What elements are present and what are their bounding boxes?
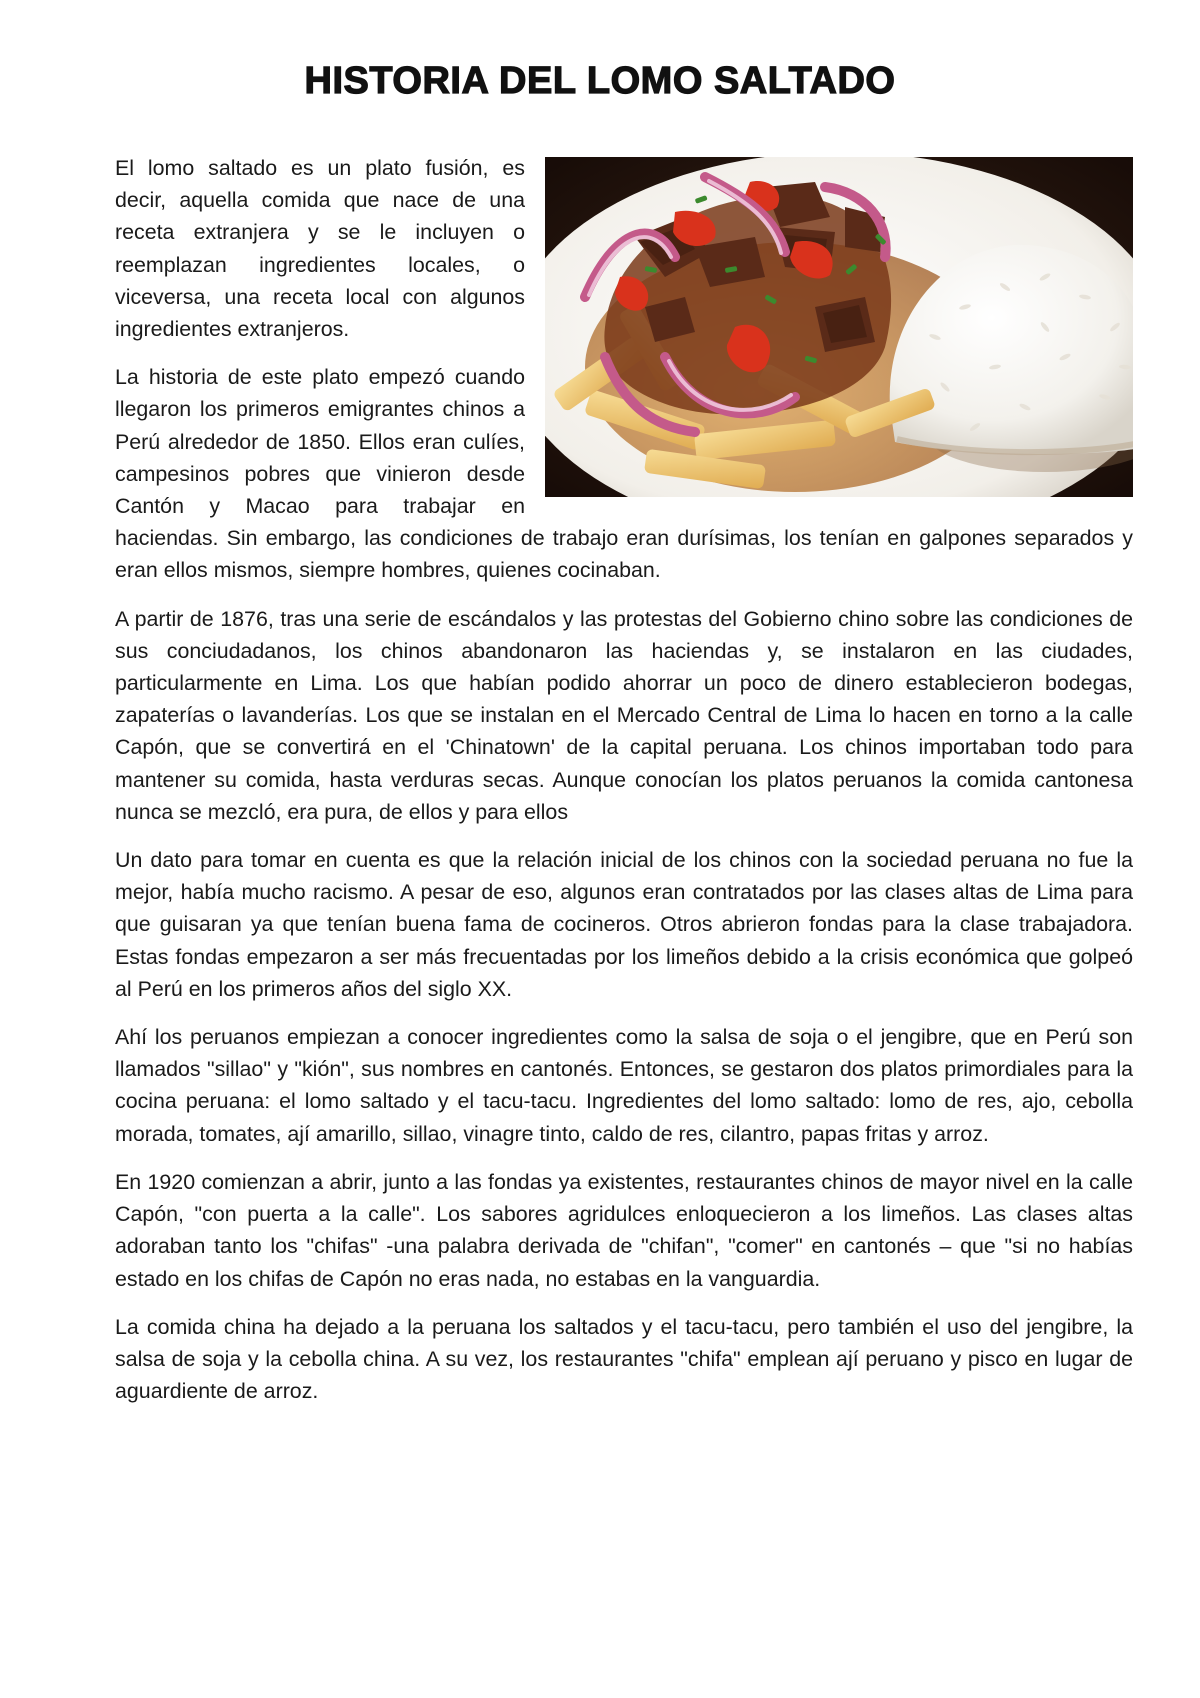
paragraph-3: A partir de 1876, tras una serie de escándalos y las protestas del Gobierno chino sobre las condiciones de sus conciudadanos, los chinos abandonaron las haciendas y, se instalaron en las ciudades, particularmente en Lima. Los que habían podido ahorrar un poco de dinero establecieron bodegas, zapaterías o lavanderías. Los que se instalan en el Mercado Central de Lima lo hacen en torno a la calle Capón, que se convertirá en el 'Chinatown' de la capital peruana. Los chinos importaban todo para mantener su comida, hasta verduras secas. Aunque conocían los platos peruanos la comida cantonesa nunca se mezcló, era pura, de ellos y para ellos [115,606,1133,824]
document-title: HISTORIA DEL LOMO SALTADO [304,60,896,102]
paragraph-6: En 1920 comienzan a abrir, junto a las fondas ya existentes, restaurantes chinos de mayor nivel en la calle Capón, "con puerta a la calle". Los sabores agridulces enloquecieron a los limeños. Las clases altas adoraban tanto los "chifas" -una palabra derivada de "chifan", "comer" en cantonés – que "si no habías estado en los chifas de Capón no eras nada, no estabas en la vanguardia. [115,1169,1133,1291]
paragraph-1: El lomo saltado es un plato fusión, es decir, aquella comida que nace de una receta extranjera y se le incluyen o reemplazan ingredientes locales, o viceversa, una receta local con algunos ingredientes extranjeros. [115,156,525,342]
paragraph-5: Ahí los peruanos empiezan a conocer ingredientes como la salsa de soja o el jengibre, que en Perú son llamados "sillao" y "kión", sus nombres en cantonés. Entonces, se gestaron dos platos primordiales para la cocina peruana: el lomo saltado y el tacu-tacu. Ingredientes del lomo saltado: lomo de res, ajo, cebolla morada, tomates, ají amarillo, sillao, vinagre tinto, caldo de res, cilantro, papas fritas y arroz. [115,1025,1133,1146]
dish-illustration [545,157,1133,497]
paragraph-4: Un dato para tomar en cuenta es que la relación inicial de los chinos con la sociedad peruana no fue la mejor, había mucho racismo. A pesar de eso, algunos eran contratados por las clases altas de Lima para que guisaran ya que tenían buena fama de cocineros. Otros abrieron fondas para la clase trabajadora. Estas fondas empezaron a ser más frecuentadas por los limeños debido a la crisis económica que golpeó al Perú en los primeros años del siglo XX. [115,848,1133,1001]
lomo-saltado-photo [545,157,1133,497]
paragraph-2: La historia de este plato empezó cuando llegaron los primeros emigrantes chinos a Perú alrededor de 1850. Ellos eran culíes, campesinos pobres que vinieron desde Cantón y Macao para trabajar en haciendas. Sin embargo, las condiciones de trabajo eran durísimas, los tenían en galpones separados y eran ellos mismos, siempre hombres, quienes cocinaban. [115,365,1133,583]
document-body [115,152,1133,1423]
paragraph-7: La comida china ha dejado a la peruana los saltados y el tacu-tacu, pero también el uso del jengibre, la salsa de soja y la cebolla china. A su vez, los restaurantes "chifa" emplean ají peruano y pisco en lugar de aguardiente de arroz. [115,1314,1133,1404]
